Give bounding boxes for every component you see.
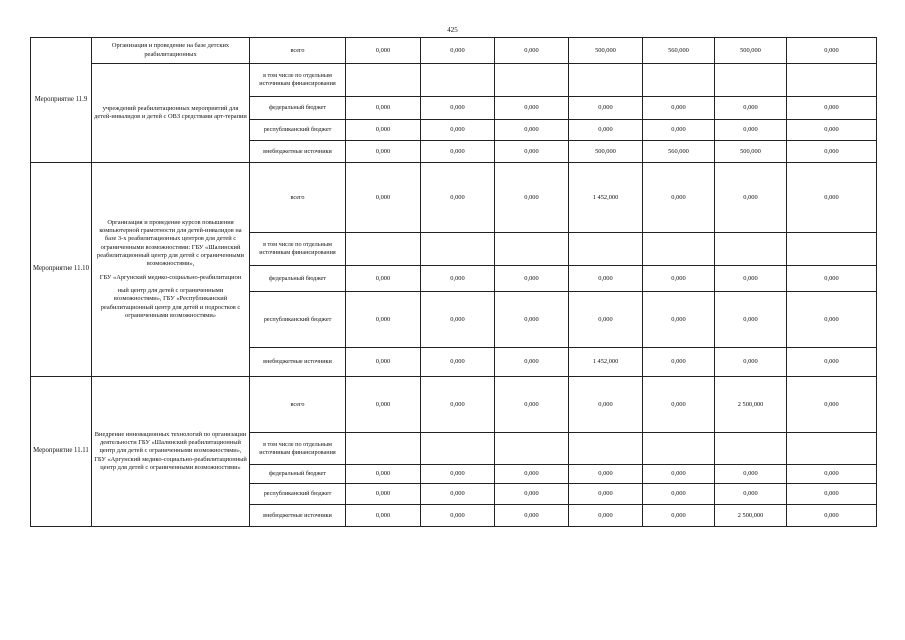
- source-federal: федеральный бюджет: [250, 465, 346, 484]
- empty-cell: [495, 233, 569, 266]
- value-cell: 0,000: [346, 163, 421, 233]
- value-cell: 1 452,000: [569, 163, 643, 233]
- value-cell: 0,000: [346, 484, 421, 505]
- value-cell: 0,000: [569, 377, 643, 433]
- value-cell: 0,000: [569, 120, 643, 141]
- value-cell: 0,000: [715, 465, 787, 484]
- empty-cell: [421, 233, 495, 266]
- value-cell: 0,000: [495, 266, 569, 292]
- value-cell: 0,000: [495, 120, 569, 141]
- value-cell: 0,000: [346, 38, 421, 64]
- source-republic: республиканский бюджет: [250, 120, 346, 141]
- value-cell: 0,000: [346, 292, 421, 348]
- value-cell: 0,000: [643, 97, 715, 120]
- value-cell: 0,000: [421, 484, 495, 505]
- value-cell: 0,000: [495, 484, 569, 505]
- value-cell: 500,000: [569, 38, 643, 64]
- source-including: в том числе по отдельным источникам финансирования: [250, 433, 346, 465]
- value-cell: 0,000: [495, 141, 569, 163]
- value-cell: 0,000: [346, 266, 421, 292]
- value-cell: 0,000: [569, 505, 643, 527]
- empty-cell: [346, 233, 421, 266]
- source-total: всего: [250, 38, 346, 64]
- value-cell: 0,000: [643, 465, 715, 484]
- value-cell: 0,000: [787, 505, 877, 527]
- event-description: учреждений реабилитационных мероприятий для детей-инвалидов и детей с ОВЗ средствами арт-терапии: [92, 64, 250, 163]
- event-description-part: ГБУ «Аргунский медико-социально-реабилитацион: [99, 273, 242, 281]
- value-cell: 0,000: [787, 120, 877, 141]
- value-cell: 0,000: [569, 97, 643, 120]
- value-cell: 560,000: [643, 141, 715, 163]
- empty-cell: [715, 233, 787, 266]
- table-row: [31, 163, 877, 233]
- value-cell: 0,000: [787, 97, 877, 120]
- value-cell: 0,000: [643, 120, 715, 141]
- value-cell: 0,000: [715, 292, 787, 348]
- value-cell: 0,000: [421, 266, 495, 292]
- event-label: Мероприятие 11.10: [31, 163, 92, 377]
- value-cell: 0,000: [495, 97, 569, 120]
- empty-cell: [569, 433, 643, 465]
- source-extra: внебюджетные источники: [250, 505, 346, 527]
- event-description: Организация и проведение на базе детских реабилитационных: [92, 38, 250, 64]
- value-cell: 0,000: [715, 120, 787, 141]
- value-cell: 0,000: [346, 348, 421, 377]
- event-description: Внедрение инновационных технологий по организации деятельности ГБУ «Шалинский реабилитационный центр для детей с ограниченными возможностями», ГБУ «Аргунский медико-социально-реабилитационный центр для детей с ограниченными возможностями»: [92, 377, 250, 527]
- value-cell: 0,000: [421, 120, 495, 141]
- value-cell: 0,000: [643, 505, 715, 527]
- value-cell: 0,000: [643, 484, 715, 505]
- page-number: 425: [447, 26, 458, 34]
- value-cell: 1 452,000: [569, 348, 643, 377]
- source-republic: республиканский бюджет: [250, 484, 346, 505]
- value-cell: 0,000: [569, 292, 643, 348]
- source-total: всего: [250, 163, 346, 233]
- value-cell: 0,000: [421, 97, 495, 120]
- value-cell: 0,000: [787, 484, 877, 505]
- empty-cell: [787, 233, 877, 266]
- event-label: Мероприятие 11.11: [31, 377, 92, 527]
- value-cell: 0,000: [643, 377, 715, 433]
- value-cell: 0,000: [787, 38, 877, 64]
- value-cell: 0,000: [421, 505, 495, 527]
- value-cell: 0,000: [787, 266, 877, 292]
- value-cell: 560,000: [643, 38, 715, 64]
- value-cell: 0,000: [787, 163, 877, 233]
- empty-cell: [787, 433, 877, 465]
- value-cell: 0,000: [421, 465, 495, 484]
- event-label: Мероприятие 11.9: [31, 38, 92, 163]
- value-cell: 0,000: [346, 505, 421, 527]
- empty-cell: [643, 64, 715, 97]
- empty-cell: [643, 233, 715, 266]
- empty-cell: [643, 433, 715, 465]
- value-cell: 0,000: [715, 163, 787, 233]
- value-cell: 0,000: [643, 266, 715, 292]
- empty-cell: [346, 433, 421, 465]
- value-cell: 0,000: [643, 292, 715, 348]
- value-cell: 0,000: [569, 484, 643, 505]
- empty-cell: [569, 64, 643, 97]
- value-cell: 0,000: [787, 141, 877, 163]
- empty-cell: [495, 433, 569, 465]
- value-cell: 0,000: [495, 377, 569, 433]
- event-description-part: Организация и проведение курсов повышения компьютерной грамотности для детей-инвалидов на базе 3-х реабилитационных центров для детей с ограниченными возможностями: ГБУ «Шалинский реабилитационный центр для детей с ограниченными возможностями»,: [97, 218, 244, 268]
- value-cell: 0,000: [495, 505, 569, 527]
- value-cell: 0,000: [421, 377, 495, 433]
- value-cell: 0,000: [569, 465, 643, 484]
- source-extra: внебюджетные источники: [250, 141, 346, 163]
- value-cell: 0,000: [421, 38, 495, 64]
- value-cell: 0,000: [715, 348, 787, 377]
- value-cell: 0,000: [346, 97, 421, 120]
- value-cell: 0,000: [421, 292, 495, 348]
- value-cell: 0,000: [643, 163, 715, 233]
- event-description-part: ный центр для детей с ограниченными возможностями», ГБУ «Республиканский реабилитационный центр для детей и подростков с ограниченными возможностями»: [100, 286, 241, 319]
- value-cell: 0,000: [715, 484, 787, 505]
- value-cell: 0,000: [715, 266, 787, 292]
- empty-cell: [787, 64, 877, 97]
- table-row: [31, 38, 877, 64]
- empty-cell: [421, 433, 495, 465]
- value-cell: 0,000: [787, 292, 877, 348]
- empty-cell: [346, 64, 421, 97]
- source-including: в том числе по отдельным источникам финансирования: [250, 233, 346, 266]
- value-cell: 0,000: [495, 163, 569, 233]
- empty-cell: [715, 433, 787, 465]
- value-cell: 0,000: [421, 163, 495, 233]
- value-cell: 0,000: [346, 465, 421, 484]
- value-cell: 0,000: [643, 348, 715, 377]
- value-cell: 2 500,000: [715, 377, 787, 433]
- source-including: в том числе по отдельным источникам финансирования: [250, 64, 346, 97]
- table-row: [31, 64, 877, 97]
- table-row: [31, 377, 877, 433]
- value-cell: 0,000: [346, 120, 421, 141]
- value-cell: 0,000: [495, 465, 569, 484]
- value-cell: 2 500,000: [715, 505, 787, 527]
- event-description: [92, 163, 250, 377]
- value-cell: 0,000: [495, 38, 569, 64]
- value-cell: 0,000: [787, 465, 877, 484]
- source-federal: федеральный бюджет: [250, 266, 346, 292]
- source-republic: республиканский бюджет: [250, 292, 346, 348]
- value-cell: 0,000: [495, 348, 569, 377]
- empty-cell: [495, 64, 569, 97]
- value-cell: 500,000: [569, 141, 643, 163]
- value-cell: 0,000: [346, 377, 421, 433]
- value-cell: 0,000: [787, 377, 877, 433]
- source-total: всего: [250, 377, 346, 433]
- value-cell: 500,000: [715, 141, 787, 163]
- value-cell: 0,000: [421, 141, 495, 163]
- value-cell: 0,000: [495, 292, 569, 348]
- value-cell: 500,000: [715, 38, 787, 64]
- value-cell: 0,000: [787, 348, 877, 377]
- empty-cell: [421, 64, 495, 97]
- empty-cell: [715, 64, 787, 97]
- value-cell: 0,000: [715, 97, 787, 120]
- budget-table: [30, 37, 877, 527]
- source-federal: федеральный бюджет: [250, 97, 346, 120]
- value-cell: 0,000: [569, 266, 643, 292]
- empty-cell: [569, 233, 643, 266]
- value-cell: 0,000: [421, 348, 495, 377]
- value-cell: 0,000: [346, 141, 421, 163]
- source-extra: внебюджетные источники: [250, 348, 346, 377]
